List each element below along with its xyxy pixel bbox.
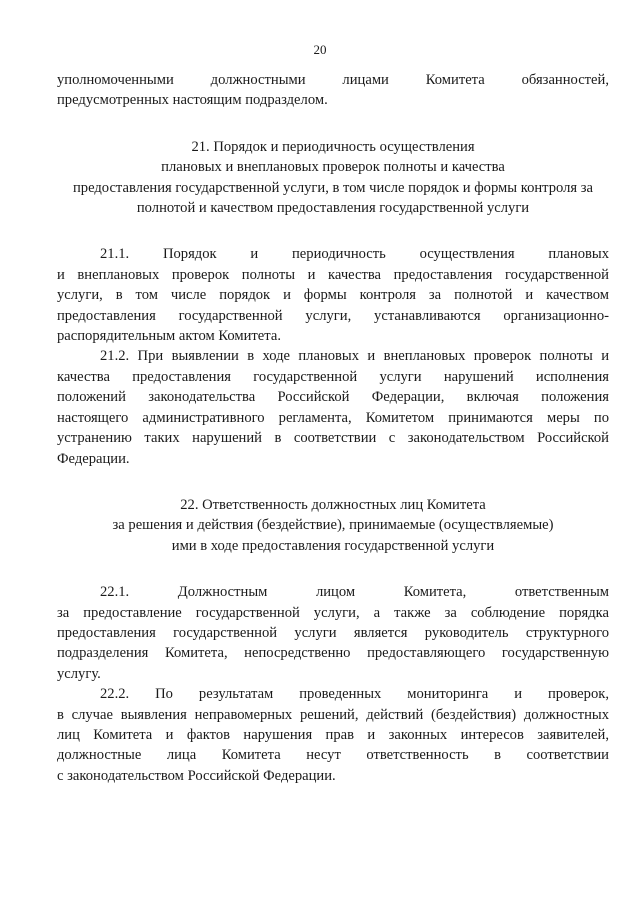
text-line: должностные лица Комитета несут ответственность в соответствии [57, 747, 609, 764]
heading-line: предоставления государственной услуги, в том числе порядок и формы контроля за [72, 179, 594, 196]
text-line: Федерации. [57, 450, 130, 467]
text-line: услугу. [57, 665, 101, 682]
heading-line: 21. Порядок и периодичность осуществления [191, 138, 475, 155]
text-line: с законодательством Российской Федерации. [57, 767, 336, 784]
text-line: устранению таких нарушений в соответствии с законодательством Российской [57, 430, 609, 447]
text-line: 22.1. Должностным лицом Комитета, ответственным [100, 584, 609, 601]
text-line: подразделения Комитета, непосредственно предоставляющего государственную [57, 645, 609, 662]
text-line: 21.2. При выявлении в ходе плановых и внеплановых проверок полноты и [100, 348, 609, 365]
paragraph-22-1 [57, 582, 609, 684]
text-line: положений законодательства Российской Федерации, включая положения [57, 389, 609, 406]
heading-line: 22. Ответственность должностных лиц Комитета [180, 496, 486, 513]
text-line: распорядительным актом Комитета. [57, 328, 281, 345]
text-line: за предоставление государственной услуги, а также за соблюдение порядка [57, 604, 609, 621]
text-line: предоставления государственной услуги является руководитель структурного [57, 624, 609, 641]
text-line: уполномоченными должностными лицами Комитета обязанностей, [57, 72, 609, 88]
section-heading-21 [57, 137, 609, 219]
text-line: услуги, в том числе порядок и формы контроля за полнотой и качеством [57, 287, 609, 304]
heading-line: полнотой и качеством предоставления государственной услуги [136, 200, 530, 217]
section-heading-22 [57, 495, 609, 556]
document-body [57, 70, 609, 786]
text-line: качества предоставления государственной услуги нарушений исполнения [57, 368, 609, 385]
text-line: настоящего административного регламента, Комитетом принимаются меры по [57, 409, 609, 426]
heading-line: ими в ходе предоставления государственной услуги [171, 537, 495, 554]
text-line: 22.2. По результатам проведенных мониторинга и проверок, [100, 686, 609, 703]
text-line: предоставления государственной услуги, устанавливаются организационно- [57, 307, 609, 324]
heading-line: плановых и внеплановых проверок полноты и качества [161, 159, 505, 176]
paragraph-21-2 [57, 346, 609, 468]
paragraph-intro [57, 70, 609, 111]
page-number: 20 [313, 42, 327, 57]
heading-line: за решения и действия (бездействие), принимаемые (осуществляемые) [112, 517, 554, 534]
text-line: 21.1. Порядок и периодичность осуществления плановых [100, 246, 609, 263]
text-line: и внеплановых проверок полноты и качества предоставления государственной [57, 266, 609, 283]
text-line: лиц Комитета и фактов нарушения прав и законных интересов заявителей, [57, 726, 609, 743]
paragraph-21-1 [57, 244, 609, 346]
paragraph-22-2 [57, 684, 609, 786]
text-line: предусмотренных настоящим подразделом. [57, 92, 328, 109]
text-line: в случае выявления неправомерных решений, действий (бездействия) должностных [57, 706, 609, 723]
